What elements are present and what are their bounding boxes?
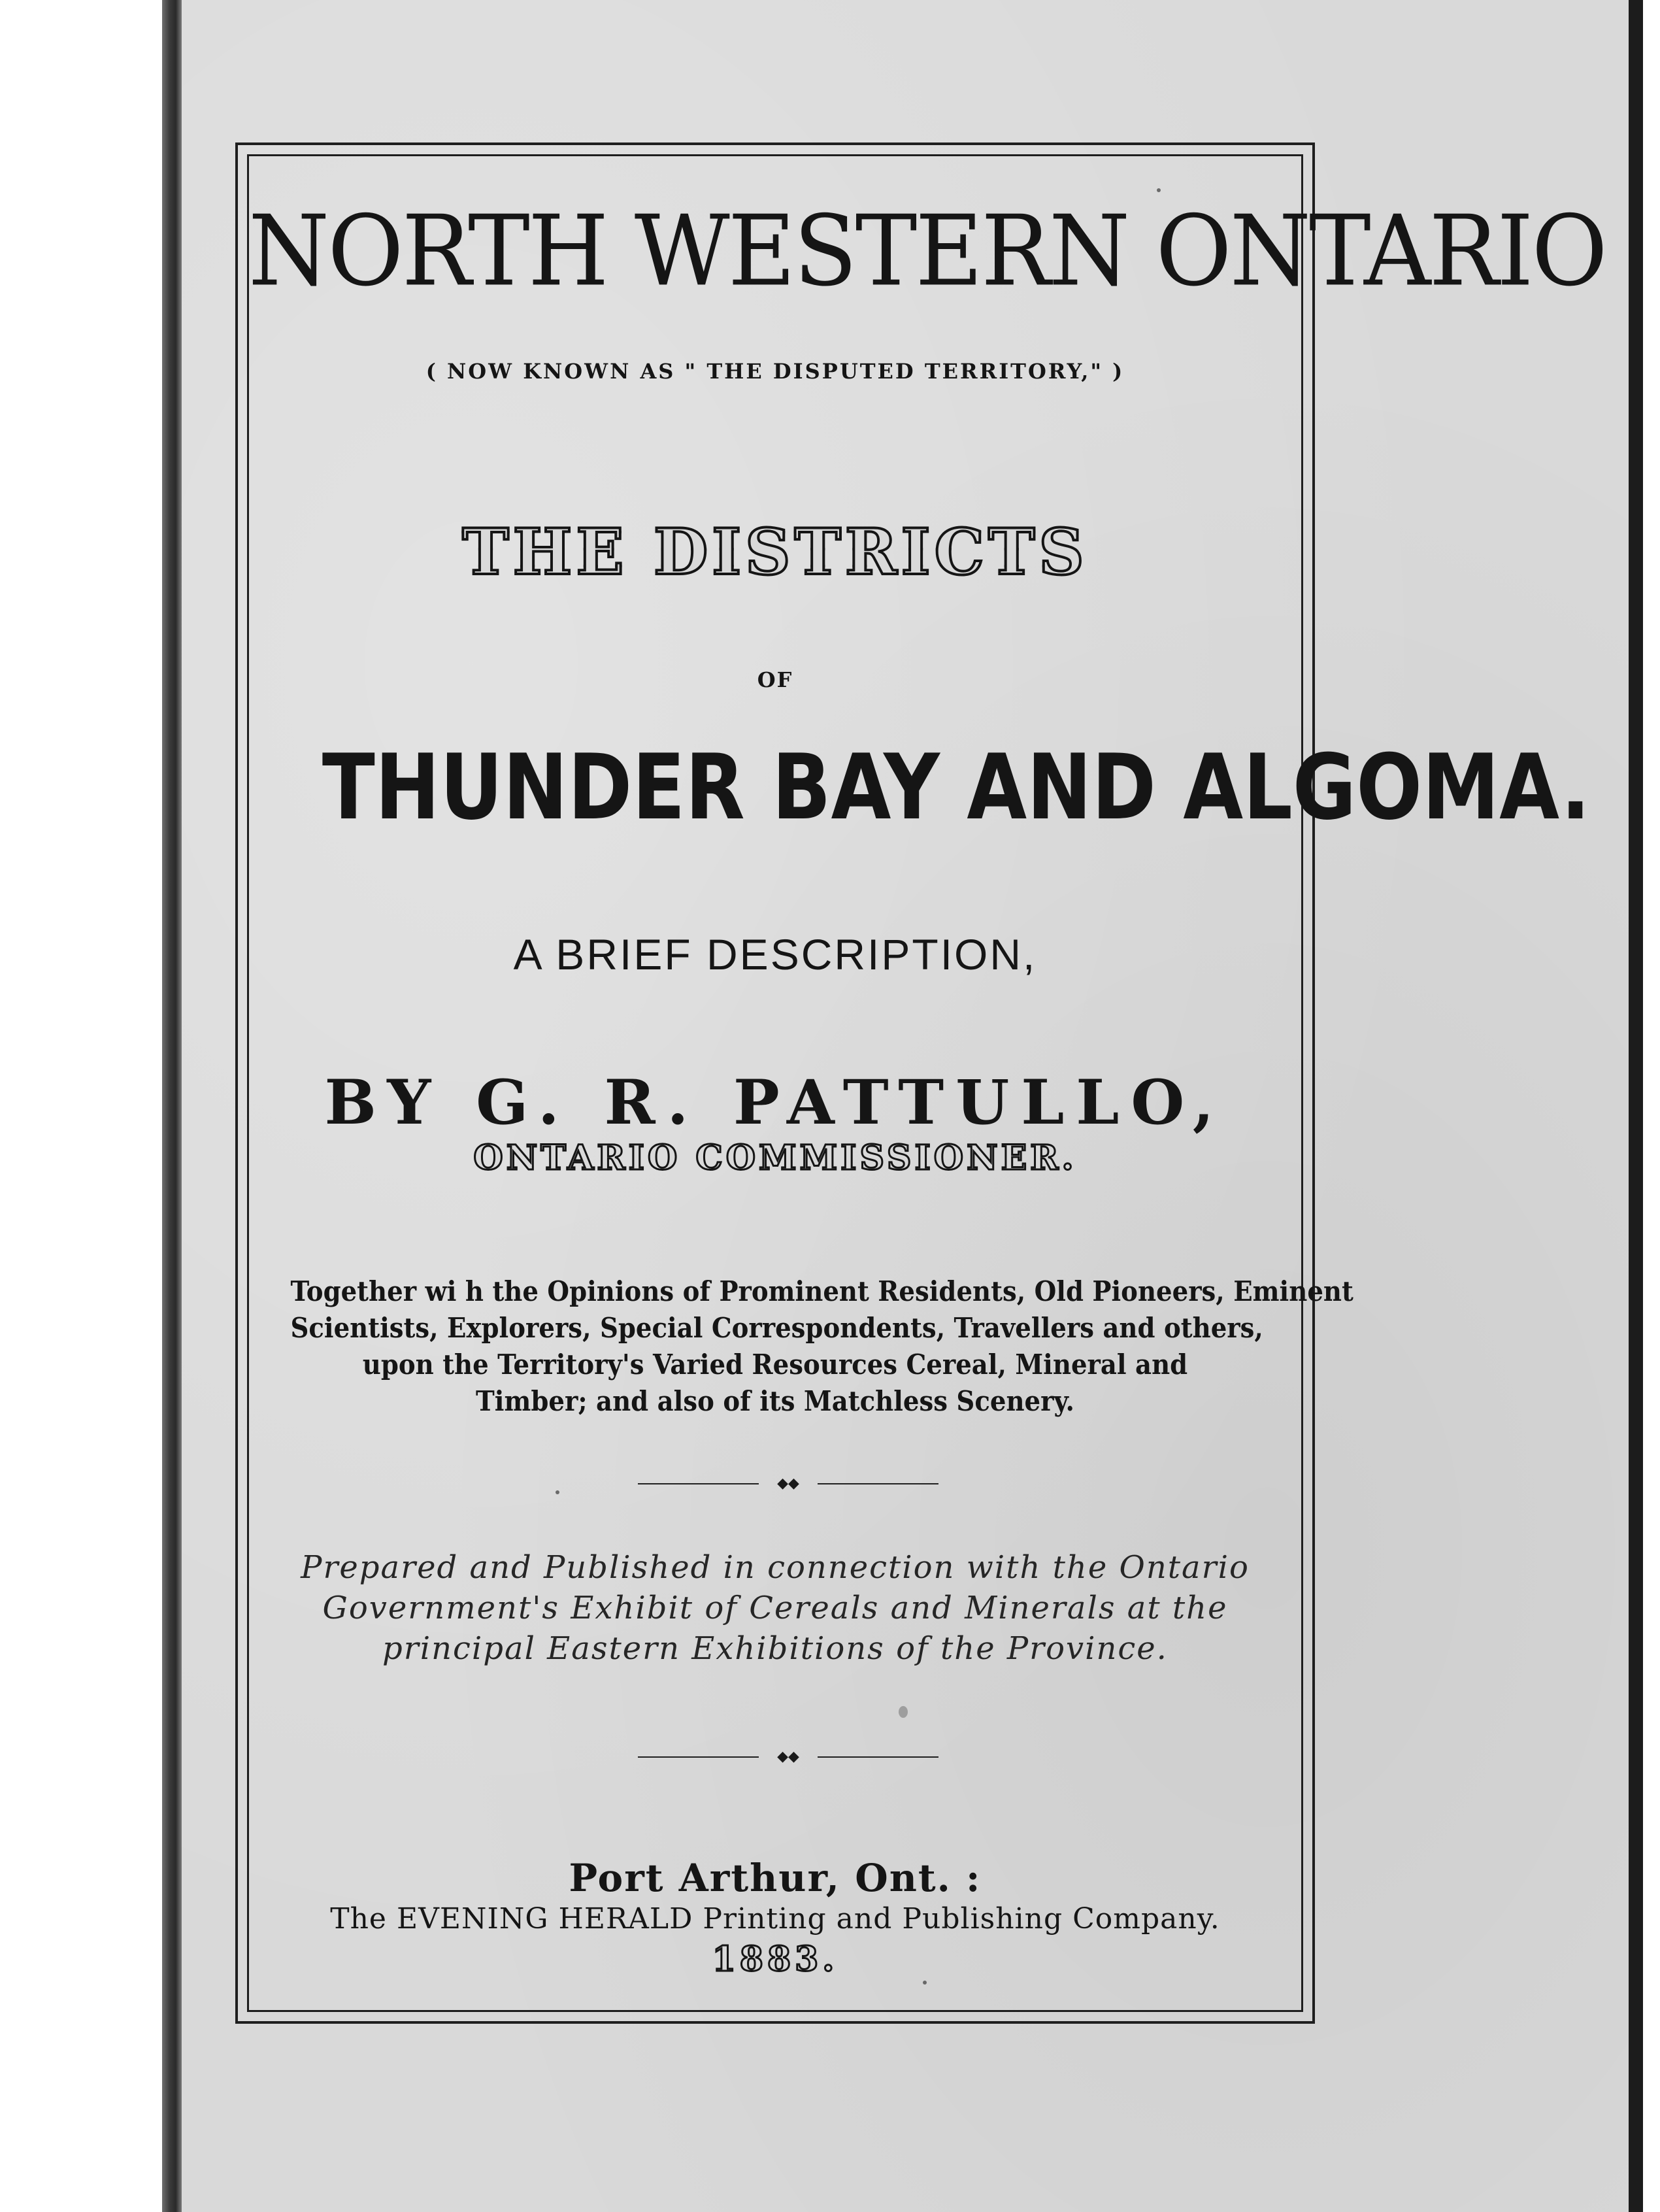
publication-note-line: Prepared and Published in connection with the Ontario [301, 1549, 1250, 1586]
diamond-ornament-icon: ◆◆ [777, 1475, 799, 1492]
ink-speck [1157, 188, 1161, 192]
subheadline: ( NOW KNOWN AS " THE DISPUTED TERRITORY," ) [425, 359, 1125, 384]
districts-heading: THE DISTRICTS [248, 516, 1302, 588]
headline: NORTH WESTERN ONTARIO [248, 194, 1606, 309]
ornament-rule [638, 1476, 938, 1492]
author-role: ONTARIO COMMISSIONER. [473, 1138, 1077, 1178]
ornament-rule [638, 1749, 938, 1765]
publication-note-line: principal Eastern Exhibitions of the Province. [382, 1630, 1168, 1667]
ink-speck [556, 1490, 559, 1494]
of-connector: OF [757, 667, 793, 692]
description-line: A BRIEF DESCRIPTION, [513, 930, 1037, 979]
left-margin [0, 0, 162, 2212]
diamond-ornament-icon: ◆◆ [777, 1749, 799, 1765]
main-title: THUNDER BAY AND ALGOMA. [322, 735, 1591, 840]
place-of-publication: Port Arthur, Ont. : [569, 1856, 982, 1900]
page-edge-shadow [1629, 0, 1643, 2212]
summary-line: upon the Territory's Varied Resources Cereal, Mineral and [362, 1349, 1188, 1381]
rule-right [818, 1483, 938, 1484]
rule-left [638, 1483, 759, 1484]
rule-left [638, 1756, 759, 1758]
summary-line: Together wi h the Opinions of Prominent Residents, Old Pioneers, Eminent [290, 1275, 1353, 1307]
summary-line: Timber; and also of its Matchless Scenery. [476, 1385, 1074, 1417]
author-line: BY G. R. PATTULLO, [324, 1067, 1226, 1139]
right-margin [1643, 0, 1660, 2212]
publication-note-line: Government's Exhibit of Cereals and Minerals at the [322, 1590, 1228, 1626]
ink-speck [923, 1981, 927, 1985]
binding-spine [162, 0, 182, 2212]
publisher: The EVENING HERALD Printing and Publishing Company. [330, 1902, 1220, 1936]
ink-speck [899, 1706, 908, 1718]
summary-line: Scientists, Explorers, Special Correspondents, Travellers and others, [290, 1312, 1263, 1344]
publication-year: 1883. [712, 1939, 838, 1979]
rule-right [818, 1756, 938, 1758]
